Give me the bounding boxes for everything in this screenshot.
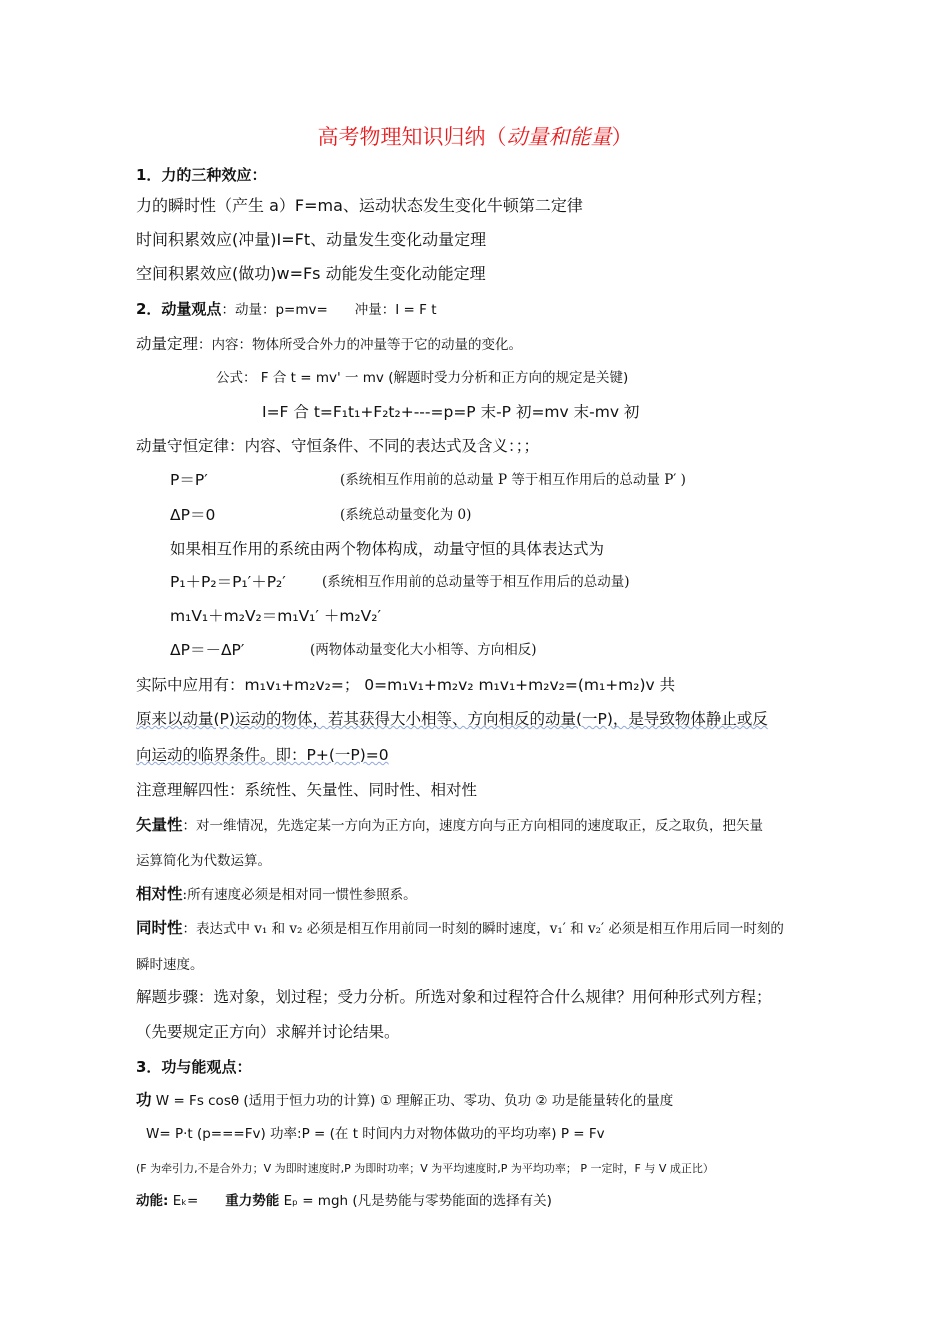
simultaneity-property-cont: 瞬时速度。 xyxy=(136,957,204,973)
vector-label: 矢量性 xyxy=(136,816,183,834)
relative-property xyxy=(136,884,417,905)
work-text: W = Fs cosθ (适用于恒力功的计算) ① 理解正功、零功、负功 ② 功是能量转化的量度 xyxy=(151,1093,674,1109)
power-note: (F 为牵引力,不是合外力；V 为即时速度时,P 为即时功率；V 为平均速度时,P 为平均功率； P 一定时，F 与 V 成正比） xyxy=(136,1162,714,1175)
relative-label: 相对性 xyxy=(136,885,183,903)
conservation-eq-3-note: (系统相互作用前的总动量等于相互作用后的总动量) xyxy=(322,574,630,590)
kinetic-text: Eₖ= xyxy=(168,1193,226,1209)
four-properties: 注意理解四性：系统性、矢量性、同时性、相对性 xyxy=(136,781,478,799)
solving-steps-1: 解题步骤：选对象，划过程；受力分析。所选对象和过程符合什么规律？用何种形式列方程； xyxy=(136,988,772,1006)
title-close: ） xyxy=(611,125,633,149)
s1-line-3: 空间积累效应(做功)w=Fs 动能发生变化动能定理 xyxy=(136,264,486,283)
s1-line-2: 时间积累效应(冲量)I=Ft、动量发生变化动量定理 xyxy=(136,230,487,249)
section-1-heading: 1．力的三种效应： xyxy=(136,166,267,184)
s2-heading-label: 2．动量观点 xyxy=(136,300,222,318)
vector-property xyxy=(136,815,763,836)
conservation-eq-3: P₁＋P₂＝P₁′＋P₂′ xyxy=(170,573,286,591)
work-label: 功 xyxy=(136,1091,152,1109)
critical-condition-line-1: 原来以动量(P)运动的物体，若其获得大小相等、方向相反的动量(一P)，是导致物体静止或反 xyxy=(136,710,768,728)
conservation-eq-1-note: (系统相互作用前的总动量 P 等于相互作用后的总动量 P′ ) xyxy=(340,472,686,488)
s2-heading-rest: ：动量：p=mv= 冲量：I = F t xyxy=(221,302,437,318)
page-title xyxy=(0,124,950,150)
conservation-eq-2-note: (系统总动量变化为 0) xyxy=(340,507,472,523)
conservation-eq-1: P＝P′ xyxy=(170,471,208,489)
title-main: 高考物理知识归纳（ xyxy=(317,125,507,149)
conservation-eq-2: ΔP＝0 xyxy=(170,506,216,524)
conservation-eq-4: m₁V₁＋m₂V₂＝m₁V₁′ ＋m₂V₂′ xyxy=(170,607,381,625)
vector-property-cont: 运算简化为代数运算。 xyxy=(136,853,271,869)
theorem-formula-1: 公式： F 合 t = mv' 一 mv (解题时受力分析和正方向的规定是关键) xyxy=(216,370,629,386)
theorem-label: 动量定理 xyxy=(136,335,199,353)
theorem-text: ：内容：物体所受合外力的冲量等于它的动量的变化。 xyxy=(198,337,523,353)
conservation-law: 动量守恒定律：内容、守恒条件、不同的表达式及含义：；； xyxy=(136,437,540,455)
simultaneity-text: ：表达式中 v₁ 和 v₂ 必须是相互作用前同一时刻的瞬时速度，v₁′ 和 v₂′ 必须是相互作用后同一时刻的 xyxy=(182,921,784,937)
theorem-formula-2: I=F 合 t=F₁t₁+F₂t₂+---=p=P 末-P 初=mv 末-mv 初 xyxy=(262,403,640,421)
title-emphasis: 动量和能量 xyxy=(506,125,612,149)
energy-definitions xyxy=(136,1190,552,1211)
section-3-heading: 3．功与能观点： xyxy=(136,1058,252,1076)
kinetic-label: 动能: xyxy=(136,1193,169,1209)
s1-line-1: 力的瞬时性（产生 a）F=ma、运动状态发生变化牛顿第二定律 xyxy=(136,196,583,215)
conservation-eq-5: ΔP＝－ΔP′ xyxy=(170,641,245,659)
simultaneity-property xyxy=(136,918,784,939)
conservation-eq-5-note: (两物体动量变化大小相等、方向相反) xyxy=(310,642,537,658)
vector-text: ：对一维情况，先选定某一方向为正方向，速度方向与正方向相同的速度取正，反之取负，把矢量 xyxy=(182,818,764,834)
potential-label: 重力势能 xyxy=(225,1193,280,1209)
momentum-theorem xyxy=(136,334,522,355)
conservation-two-body: 如果相互作用的系统由两个物体构成，动量守恒的具体表达式为 xyxy=(170,540,605,558)
simultaneity-label: 同时性 xyxy=(136,919,183,937)
practical-application: 实际中应用有：m₁v₁+m₂v₂=； 0=m₁v₁+m₂v₂ m₁v₁+m₂v₂=(m₁+m₂)v 共 xyxy=(136,676,676,694)
power-definition: W= P·t (p===Fv) 功率:P = (在 t 时间内力对物体做功的平均功率) P = Fv xyxy=(146,1126,605,1142)
work-definition xyxy=(136,1090,673,1111)
relative-text: :所有速度必须是相对同一惯性参照系。 xyxy=(182,887,417,903)
potential-text: Eₚ = mgh (凡是势能与零势能面的选择有关) xyxy=(279,1193,552,1209)
solving-steps-2: （先要规定正方向）求解并讨论结果。 xyxy=(136,1023,400,1041)
section-2-heading xyxy=(136,299,437,320)
critical-condition-line-2: 向运动的临界条件。即：P+(一P)=0 xyxy=(136,746,389,764)
